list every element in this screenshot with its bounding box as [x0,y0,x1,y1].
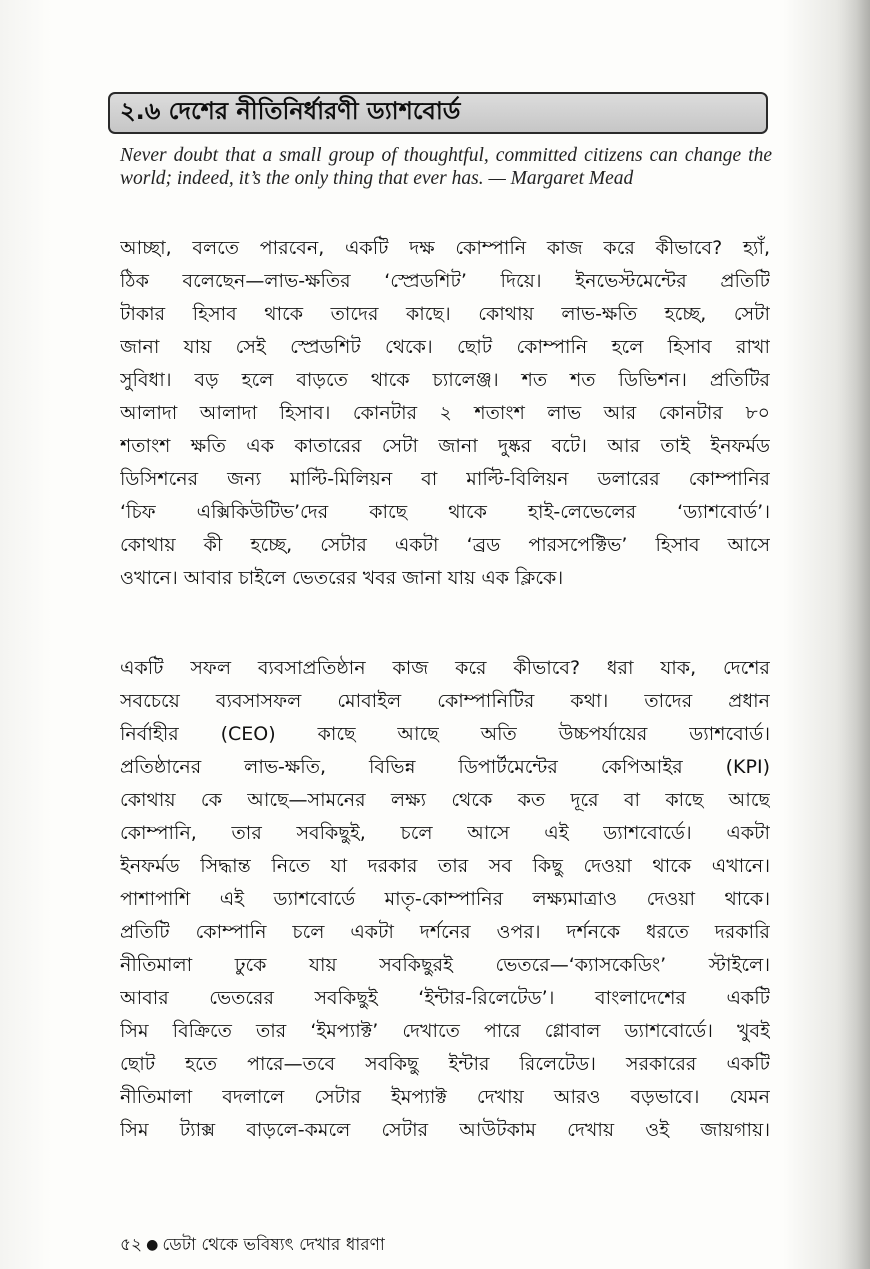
paragraph-line: ছোট হতে পারে—তবে সবকিছু ইন্টার রিলেটেড। সরকারের একটি [120,1053,770,1075]
paragraph-line: সিম ট্যাক্স বাড়লে-কমলে সেটার আউটকাম দেখায় ওই জায়গায়। [120,1119,770,1141]
paragraph-line: সিম বিক্রিতে তার ‘ইমপ্যাক্ট’ দেখাতে পারে গ্লোবাল ড্যাশবোর্ডে। খুবই [120,1020,770,1042]
paragraph-line: ঠিক বলেছেন—লাভ-ক্ষতির ‘স্প্রেডশিট’ দিয়ে। ইনভেস্টমেন্টের প্রতিটি [120,270,770,292]
paragraph-line: কোম্পানি, তার সবকিছুই, চলে আসে এই ড্যাশবোর্ডে। একটা [120,822,770,844]
paragraph-line: একটি সফল ব্যবসাপ্রতিষ্ঠান কাজ করে কীভাবে? ধরা যাক, দেশের [120,657,770,679]
paragraph-2 [120,652,770,1147]
epigraph-quote: Never doubt that a small group of thoughtful, committed citizens can change the world; indeed, it’s the only thing that ever has. — Margaret Mead [120,145,772,189]
page-number: ৫২ [120,1235,143,1255]
paragraph-line: কোথায় কী হচ্ছে, সেটার একটা ‘ব্রড পারসপেক্টিভ’ হিসাব আসে [120,534,770,556]
paragraph-line: কোথায় কে আছে—সামনের লক্ষ্য থেকে কত দূরে বা কাছে আছে [120,789,770,811]
paragraph-line: জানা যায় সেই স্প্রেডশিট থেকে। ছোট কোম্পানি হলে হিসাব রাখা [120,336,770,358]
page-footer [120,1232,385,1260]
section-heading: ২.৬ দেশের নীতিনির্ধারণী ড্যাশবোর্ড [120,97,461,125]
paragraph-line: নির্বাহীর (CEO) কাছে আছে অতি উচ্চপর্যায়ের ড্যাশবোর্ড। [120,723,770,745]
bullet-icon: ● [146,1237,159,1253]
page-edge-shadow [836,0,870,1269]
paragraph-line: টাকার হিসাব থাকে তাদের কাছে। কোথায় লাভ-ক্ষতি হচ্ছে, সেটা [120,303,770,325]
paragraph-line: ওখানে। আবার চাইলে ভেতরের খবর জানা যায় এক ক্লিকে। [120,567,564,589]
paragraph-line: নীতিমালা ঢুকে যায় সবকিছুরই ভেতরে—‘ক্যাসকেডিং’ স্টাইলে। [120,954,770,976]
paragraph-line: পাশাপাশি এই ড্যাশবোর্ডে মাতৃ-কোম্পানির লক্ষ্যমাত্রাও দেওয়া থাকে। [120,888,770,910]
paragraph-line: সবচেয়ে ব্যবসাসফল মোবাইল কোম্পানিটির কথা। তাদের প্রধান [120,690,770,712]
book-title: ডেটা থেকে ভবিষ্যৎ দেখার ধারণা [162,1235,385,1255]
paragraph-line: আচ্ছা, বলতে পারবেন, একটি দক্ষ কোম্পানি কাজ করে কীভাবে? হ্যাঁ, [120,237,770,259]
paragraph-line: ইনফর্মড সিদ্ধান্ত নিতে যা দরকার তার সব কিছু দেওয়া থাকে এখানে। [120,855,770,877]
paragraph-1 [120,232,770,595]
paragraph-line: ‘চিফ এক্সিকিউটিভ’দের কাছে থাকে হাই-লেভেলের ‘ড্যাশবোর্ড’। [120,501,770,523]
paragraph-line: সুবিধা। বড় হলে বাড়তে থাকে চ্যালেঞ্জ। শত শত ডিভিশন। প্রতিটির [120,369,770,391]
paragraph-line: নীতিমালা বদলালে সেটার ইমপ্যাক্ট দেখায় আরও বড়ভাবে। যেমন [120,1086,770,1108]
paragraph-line: প্রতিষ্ঠানের লাভ-ক্ষতি, বিভিন্ন ডিপার্টমেন্টের কেপিআইর (KPI) [120,756,770,778]
paragraph-line: শতাংশ ক্ষতি এক কাতারের সেটা জানা দুষ্কর বটে। আর তাই ইনফর্মড [120,435,770,457]
section-heading-box [108,92,768,134]
paragraph-line: প্রতিটি কোম্পানি চলে একটা দর্শনের ওপর। দর্শনকে ধরতে দরকারি [120,921,770,943]
paragraph-line: আবার ভেতরের সবকিছুই ‘ইন্টার-রিলেটেড’। বাংলাদেশের একটি [120,987,770,1009]
paragraph-line: ডিসিশনের জন্য মাল্টি-মিলিয়ন বা মাল্টি-বিলিয়ন ডলারের কোম্পানির [120,468,770,490]
paragraph-line: আলাদা আলাদা হিসাব। কোনটার ২ শতাংশ লাভ আর কোনটার ৮০ [120,402,770,424]
